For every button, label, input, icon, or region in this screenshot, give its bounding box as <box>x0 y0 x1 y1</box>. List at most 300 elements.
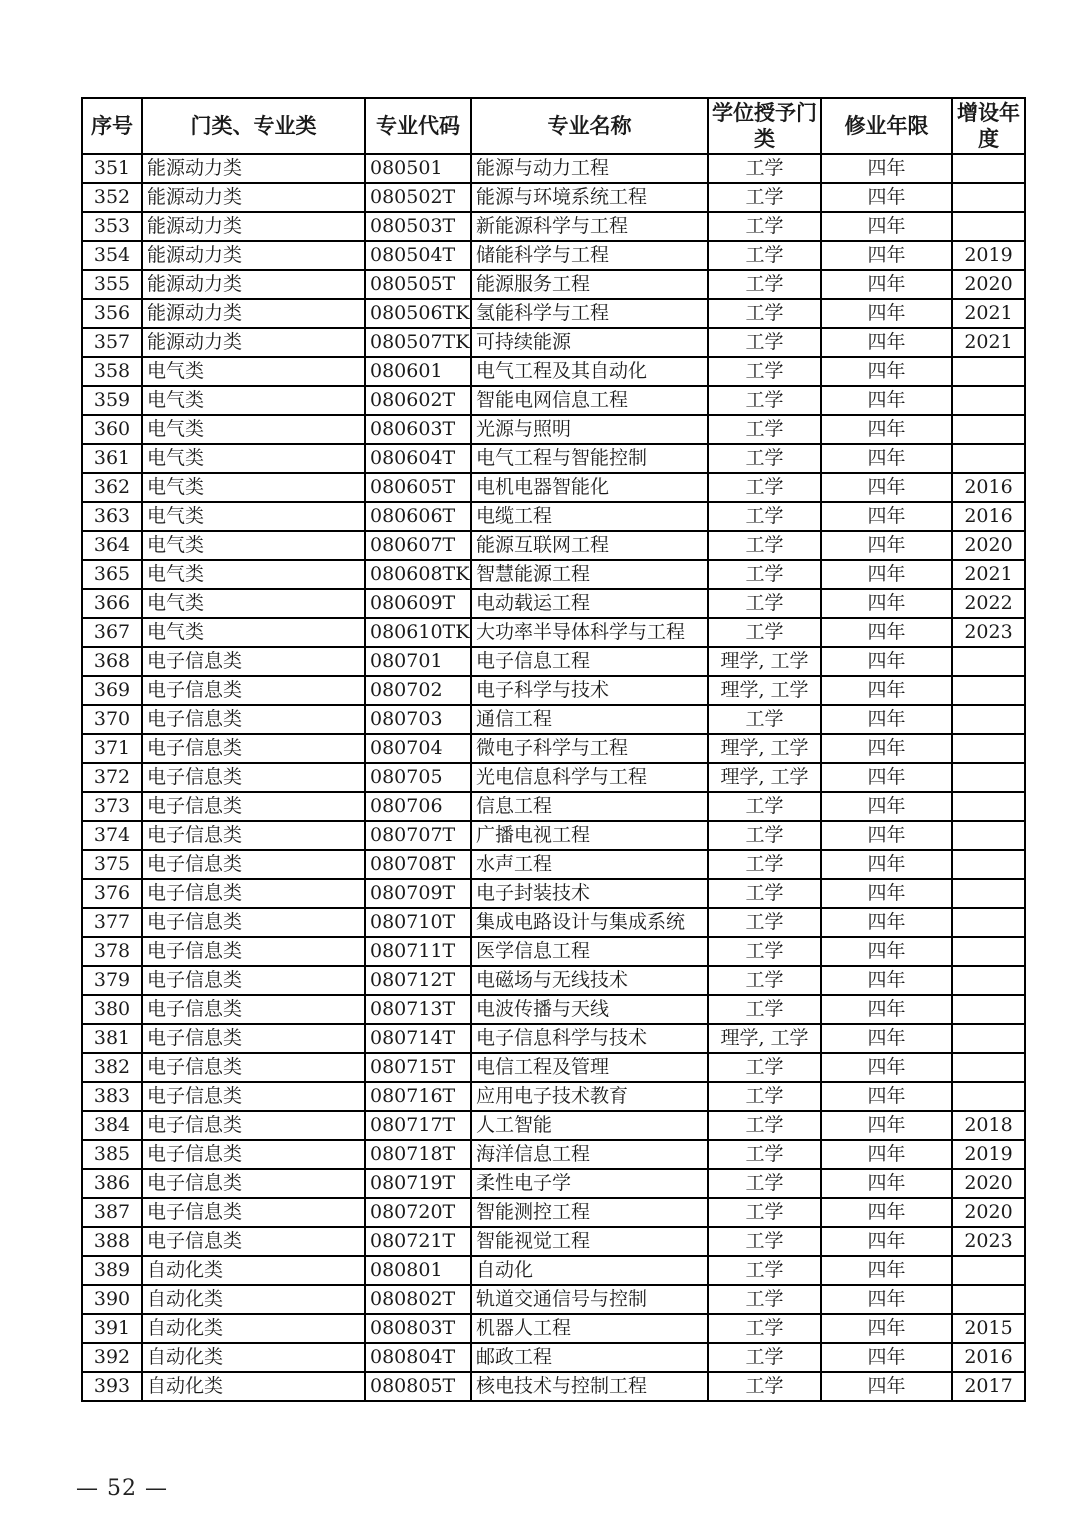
table-cell: 360 <box>82 415 142 444</box>
table-cell: 理学, 工学 <box>708 676 821 705</box>
table-cell: 四年 <box>821 502 952 531</box>
table-cell <box>952 444 1025 473</box>
table-cell: 工学 <box>708 1198 821 1227</box>
table-cell: 四年 <box>821 1314 952 1343</box>
table-cell: 362 <box>82 473 142 502</box>
header-row <box>82 98 1025 154</box>
table-row <box>82 1082 1025 1111</box>
table-cell: 工学 <box>708 705 821 734</box>
table-cell: 能源动力类 <box>142 154 365 183</box>
table-cell: 工学 <box>708 1082 821 1111</box>
table-cell: 医学信息工程 <box>471 937 708 966</box>
table-row <box>82 850 1025 879</box>
table-cell: 电气类 <box>142 473 365 502</box>
table-cell <box>952 1053 1025 1082</box>
table-cell: 364 <box>82 531 142 560</box>
table-cell: 工学 <box>708 1169 821 1198</box>
table-row <box>82 676 1025 705</box>
majors-table <box>81 97 1026 1402</box>
table-cell: 374 <box>82 821 142 850</box>
table-row <box>82 299 1025 328</box>
table-cell: 080607T <box>365 531 471 560</box>
table-cell: 电子信息类 <box>142 1082 365 1111</box>
table-row <box>82 415 1025 444</box>
table-row <box>82 328 1025 357</box>
table-cell: 电子信息类 <box>142 1053 365 1082</box>
table-cell: 工学 <box>708 618 821 647</box>
table-row <box>82 1169 1025 1198</box>
table-row <box>82 1198 1025 1227</box>
table-cell: 386 <box>82 1169 142 1198</box>
table-cell: 四年 <box>821 763 952 792</box>
table-cell: 353 <box>82 212 142 241</box>
table-row <box>82 241 1025 270</box>
table-cell: 373 <box>82 792 142 821</box>
table-cell: 工学 <box>708 531 821 560</box>
table-cell: 四年 <box>821 1053 952 1082</box>
table-cell: 379 <box>82 966 142 995</box>
table-cell: 351 <box>82 154 142 183</box>
table-cell: 电信工程及管理 <box>471 1053 708 1082</box>
table-cell: 356 <box>82 299 142 328</box>
table-cell <box>952 415 1025 444</box>
table-cell: 四年 <box>821 995 952 1024</box>
table-cell: 080716T <box>365 1082 471 1111</box>
table-cell: 工学 <box>708 792 821 821</box>
table-cell: 2023 <box>952 618 1025 647</box>
table-cell: 自动化类 <box>142 1343 365 1372</box>
table-cell: 工学 <box>708 299 821 328</box>
table-row <box>82 908 1025 937</box>
table-cell: 2023 <box>952 1227 1025 1256</box>
table-row <box>82 647 1025 676</box>
table-cell: 工学 <box>708 444 821 473</box>
table-cell: 微电子科学与工程 <box>471 734 708 763</box>
table-cell: 080703 <box>365 705 471 734</box>
table-cell: 工学 <box>708 1227 821 1256</box>
table-cell: 四年 <box>821 850 952 879</box>
table-cell: 389 <box>82 1256 142 1285</box>
table-cell: 人工智能 <box>471 1111 708 1140</box>
table-cell: 080705 <box>365 763 471 792</box>
table-cell: 电子信息类 <box>142 850 365 879</box>
table-cell: 367 <box>82 618 142 647</box>
table-cell: 080712T <box>365 966 471 995</box>
table-cell: 电子信息类 <box>142 966 365 995</box>
table-cell: 自动化类 <box>142 1285 365 1314</box>
table-cell: 电子信息类 <box>142 937 365 966</box>
table-row <box>82 1227 1025 1256</box>
table-cell: 080709T <box>365 879 471 908</box>
table-cell: 电子信息类 <box>142 676 365 705</box>
table-cell: 理学, 工学 <box>708 763 821 792</box>
table-cell: 电气类 <box>142 560 365 589</box>
table-cell: 工学 <box>708 473 821 502</box>
table-cell: 080704 <box>365 734 471 763</box>
table-cell <box>952 792 1025 821</box>
table-cell: 电气类 <box>142 386 365 415</box>
table-cell: 368 <box>82 647 142 676</box>
table-cell: 四年 <box>821 299 952 328</box>
table-cell: 电子信息类 <box>142 1140 365 1169</box>
table-cell: 能源动力类 <box>142 270 365 299</box>
table-cell: 四年 <box>821 357 952 386</box>
table-cell: 2018 <box>952 1111 1025 1140</box>
table-cell <box>952 357 1025 386</box>
table-row <box>82 1285 1025 1314</box>
table-cell: 工学 <box>708 821 821 850</box>
table-cell: 2017 <box>952 1372 1025 1401</box>
table-cell: 2021 <box>952 328 1025 357</box>
table-cell: 电缆工程 <box>471 502 708 531</box>
table-cell: 工学 <box>708 386 821 415</box>
table-cell: 080719T <box>365 1169 471 1198</box>
table-cell: 电气类 <box>142 618 365 647</box>
table-row <box>82 1256 1025 1285</box>
table-cell: 理学, 工学 <box>708 734 821 763</box>
table-cell: 390 <box>82 1285 142 1314</box>
table-cell: 358 <box>82 357 142 386</box>
table-cell <box>952 647 1025 676</box>
table-cell <box>952 734 1025 763</box>
table-cell: 电气工程与智能控制 <box>471 444 708 473</box>
table-cell <box>952 705 1025 734</box>
table-cell: 080606T <box>365 502 471 531</box>
table-cell: 四年 <box>821 328 952 357</box>
table-cell: 能源服务工程 <box>471 270 708 299</box>
table-row <box>82 183 1025 212</box>
table-row <box>82 270 1025 299</box>
table-cell: 自动化 <box>471 1256 708 1285</box>
table-cell: 电子封装技术 <box>471 879 708 908</box>
table-cell: 智能测控工程 <box>471 1198 708 1227</box>
table-row <box>82 879 1025 908</box>
table-cell: 384 <box>82 1111 142 1140</box>
table-cell: 2020 <box>952 270 1025 299</box>
table-cell: 四年 <box>821 1111 952 1140</box>
table-cell: 储能科学与工程 <box>471 241 708 270</box>
table-cell: 氢能科学与工程 <box>471 299 708 328</box>
table-cell: 工学 <box>708 966 821 995</box>
table-cell: 四年 <box>821 1343 952 1372</box>
table-row <box>82 1053 1025 1082</box>
table-cell: 大功率半导体科学与工程 <box>471 618 708 647</box>
table-cell: 四年 <box>821 1169 952 1198</box>
table-cell: 080502T <box>365 183 471 212</box>
table-cell: 080605T <box>365 473 471 502</box>
table-cell: 080801 <box>365 1256 471 1285</box>
table-cell: 372 <box>82 763 142 792</box>
column-header-7: 增设年度 <box>952 98 1025 154</box>
column-header-5: 学位授予门类 <box>708 98 821 154</box>
table-cell: 工学 <box>708 357 821 386</box>
table-cell <box>952 908 1025 937</box>
table-cell: 电子信息工程 <box>471 647 708 676</box>
table-cell: 080609T <box>365 589 471 618</box>
table-cell: 电子信息类 <box>142 879 365 908</box>
table-row <box>82 357 1025 386</box>
table-cell: 电子信息类 <box>142 705 365 734</box>
table-cell: 能源互联网工程 <box>471 531 708 560</box>
table-cell: 电气类 <box>142 357 365 386</box>
table-cell: 工学 <box>708 995 821 1024</box>
table-row <box>82 154 1025 183</box>
table-cell: 080706 <box>365 792 471 821</box>
table-cell: 能源动力类 <box>142 212 365 241</box>
table-cell <box>952 154 1025 183</box>
table-cell: 电子信息类 <box>142 1169 365 1198</box>
table-cell: 自动化类 <box>142 1314 365 1343</box>
table-cell: 能源与环境系统工程 <box>471 183 708 212</box>
table-cell: 080501 <box>365 154 471 183</box>
table-row <box>82 937 1025 966</box>
table-cell <box>952 1024 1025 1053</box>
table-cell: 工学 <box>708 908 821 937</box>
table-cell: 366 <box>82 589 142 618</box>
table-cell: 080506TK <box>365 299 471 328</box>
table-cell: 核电技术与控制工程 <box>471 1372 708 1401</box>
table-cell: 080601 <box>365 357 471 386</box>
table-cell: 自动化类 <box>142 1372 365 1401</box>
table-row <box>82 560 1025 589</box>
table-cell: 电子信息类 <box>142 763 365 792</box>
column-header-2: 门类、专业类 <box>142 98 365 154</box>
table-cell <box>952 212 1025 241</box>
table-cell: 2016 <box>952 502 1025 531</box>
table-cell: 水声工程 <box>471 850 708 879</box>
table-cell: 080701 <box>365 647 471 676</box>
table-cell: 080503T <box>365 212 471 241</box>
table-cell: 工学 <box>708 241 821 270</box>
table-cell <box>952 1285 1025 1314</box>
table-cell: 电子信息类 <box>142 1111 365 1140</box>
table-cell: 自动化类 <box>142 1256 365 1285</box>
table-cell: 工学 <box>708 1256 821 1285</box>
table-cell: 电子科学与技术 <box>471 676 708 705</box>
table-cell: 376 <box>82 879 142 908</box>
table-row <box>82 1140 1025 1169</box>
table-cell: 四年 <box>821 676 952 705</box>
table-cell: 四年 <box>821 386 952 415</box>
table-row <box>82 995 1025 1024</box>
table-cell: 电子信息科学与技术 <box>471 1024 708 1053</box>
table-cell: 393 <box>82 1372 142 1401</box>
column-header-3: 专业代码 <box>365 98 471 154</box>
table-cell: 光源与照明 <box>471 415 708 444</box>
column-header-4: 专业名称 <box>471 98 708 154</box>
table-row <box>82 618 1025 647</box>
table-cell: 354 <box>82 241 142 270</box>
table-cell: 080711T <box>365 937 471 966</box>
table-cell: 378 <box>82 937 142 966</box>
table-cell: 电磁场与无线技术 <box>471 966 708 995</box>
table-cell: 新能源科学与工程 <box>471 212 708 241</box>
table-cell <box>952 995 1025 1024</box>
table-cell: 2020 <box>952 531 1025 560</box>
table-cell: 智慧能源工程 <box>471 560 708 589</box>
table-cell: 工学 <box>708 502 821 531</box>
table-cell: 电气类 <box>142 502 365 531</box>
table-cell: 集成电路设计与集成系统 <box>471 908 708 937</box>
table-cell: 四年 <box>821 1024 952 1053</box>
table-cell: 工学 <box>708 1343 821 1372</box>
table-cell: 2020 <box>952 1198 1025 1227</box>
table-cell: 四年 <box>821 473 952 502</box>
table-row <box>82 444 1025 473</box>
table-cell: 080707T <box>365 821 471 850</box>
table-cell: 352 <box>82 183 142 212</box>
table-cell: 工学 <box>708 850 821 879</box>
table-cell: 理学, 工学 <box>708 1024 821 1053</box>
table-row <box>82 705 1025 734</box>
table-cell <box>952 966 1025 995</box>
table-cell <box>952 183 1025 212</box>
table-cell: 电子信息类 <box>142 908 365 937</box>
table-cell: 电气工程及其自动化 <box>471 357 708 386</box>
table-cell <box>952 763 1025 792</box>
table-row <box>82 1314 1025 1343</box>
column-header-1: 序号 <box>82 98 142 154</box>
table-row <box>82 502 1025 531</box>
table-cell <box>952 937 1025 966</box>
table-cell: 380 <box>82 995 142 1024</box>
table-cell: 能源动力类 <box>142 183 365 212</box>
table-cell: 080608TK <box>365 560 471 589</box>
table-cell <box>952 1256 1025 1285</box>
table-cell: 四年 <box>821 1198 952 1227</box>
table-cell: 可持续能源 <box>471 328 708 357</box>
table-cell: 383 <box>82 1082 142 1111</box>
table-cell: 080602T <box>365 386 471 415</box>
table-cell: 海洋信息工程 <box>471 1140 708 1169</box>
table-cell: 080603T <box>365 415 471 444</box>
table-row <box>82 473 1025 502</box>
table-body <box>82 154 1025 1401</box>
table-cell: 365 <box>82 560 142 589</box>
table-cell: 光电信息科学与工程 <box>471 763 708 792</box>
table-cell <box>952 821 1025 850</box>
table-cell: 392 <box>82 1343 142 1372</box>
table-row <box>82 589 1025 618</box>
table-cell: 四年 <box>821 1140 952 1169</box>
table-cell: 工学 <box>708 1111 821 1140</box>
page-number: — 52 — <box>76 1476 168 1501</box>
table-cell: 2022 <box>952 589 1025 618</box>
table-cell: 工学 <box>708 1372 821 1401</box>
table-cell: 工学 <box>708 1314 821 1343</box>
table-cell: 柔性电子学 <box>471 1169 708 1198</box>
table-cell: 工学 <box>708 183 821 212</box>
table-cell: 四年 <box>821 183 952 212</box>
table-cell: 2015 <box>952 1314 1025 1343</box>
table-cell: 080504T <box>365 241 471 270</box>
table-row <box>82 1024 1025 1053</box>
table-cell: 369 <box>82 676 142 705</box>
table-cell: 370 <box>82 705 142 734</box>
table-cell: 工学 <box>708 1285 821 1314</box>
table-cell: 四年 <box>821 1256 952 1285</box>
table-cell: 工学 <box>708 154 821 183</box>
table-cell: 工学 <box>708 270 821 299</box>
table-cell: 电气类 <box>142 589 365 618</box>
table-row <box>82 1111 1025 1140</box>
table-cell: 2019 <box>952 241 1025 270</box>
table-cell: 电气类 <box>142 415 365 444</box>
table-cell: 080721T <box>365 1227 471 1256</box>
table-row <box>82 763 1025 792</box>
table-cell: 080507TK <box>365 328 471 357</box>
table-cell: 四年 <box>821 734 952 763</box>
table-cell: 四年 <box>821 154 952 183</box>
table-cell: 四年 <box>821 908 952 937</box>
table-cell: 广播电视工程 <box>471 821 708 850</box>
table-cell: 邮政工程 <box>471 1343 708 1372</box>
table-cell: 电子信息类 <box>142 821 365 850</box>
table-cell: 电波传播与天线 <box>471 995 708 1024</box>
table-cell: 080715T <box>365 1053 471 1082</box>
table-cell: 电子信息类 <box>142 792 365 821</box>
table-cell: 工学 <box>708 879 821 908</box>
table-cell: 2019 <box>952 1140 1025 1169</box>
table-cell <box>952 879 1025 908</box>
table-cell: 四年 <box>821 241 952 270</box>
table-cell: 080505T <box>365 270 471 299</box>
table-row <box>82 821 1025 850</box>
table-cell: 信息工程 <box>471 792 708 821</box>
table-row <box>82 966 1025 995</box>
table-cell: 理学, 工学 <box>708 647 821 676</box>
table-cell: 357 <box>82 328 142 357</box>
table-cell: 2016 <box>952 473 1025 502</box>
table-cell: 381 <box>82 1024 142 1053</box>
table-cell: 四年 <box>821 560 952 589</box>
table-cell: 2021 <box>952 299 1025 328</box>
table-cell: 080805T <box>365 1372 471 1401</box>
table-cell <box>952 1082 1025 1111</box>
table-cell: 四年 <box>821 792 952 821</box>
table-cell: 通信工程 <box>471 705 708 734</box>
table-cell: 电子信息类 <box>142 647 365 676</box>
table-cell: 2020 <box>952 1169 1025 1198</box>
table-cell: 四年 <box>821 821 952 850</box>
table-cell: 080714T <box>365 1024 471 1053</box>
table-cell: 385 <box>82 1140 142 1169</box>
table-cell: 工学 <box>708 589 821 618</box>
table-cell: 电子信息类 <box>142 1198 365 1227</box>
table-row <box>82 1372 1025 1401</box>
table-cell: 工学 <box>708 415 821 444</box>
table-cell: 四年 <box>821 589 952 618</box>
table-cell: 359 <box>82 386 142 415</box>
table-cell: 能源与动力工程 <box>471 154 708 183</box>
table-cell: 371 <box>82 734 142 763</box>
table-cell: 四年 <box>821 270 952 299</box>
table-cell: 363 <box>82 502 142 531</box>
table-cell: 2016 <box>952 1343 1025 1372</box>
table-cell: 四年 <box>821 212 952 241</box>
table-cell: 080713T <box>365 995 471 1024</box>
table-cell: 四年 <box>821 879 952 908</box>
table-row <box>82 386 1025 415</box>
table-cell: 080803T <box>365 1314 471 1343</box>
table-cell: 361 <box>82 444 142 473</box>
table-cell <box>952 850 1025 879</box>
table-head <box>82 98 1025 154</box>
table-cell: 375 <box>82 850 142 879</box>
table-cell: 080610TK <box>365 618 471 647</box>
table-cell: 电子信息类 <box>142 1024 365 1053</box>
table-cell: 080718T <box>365 1140 471 1169</box>
